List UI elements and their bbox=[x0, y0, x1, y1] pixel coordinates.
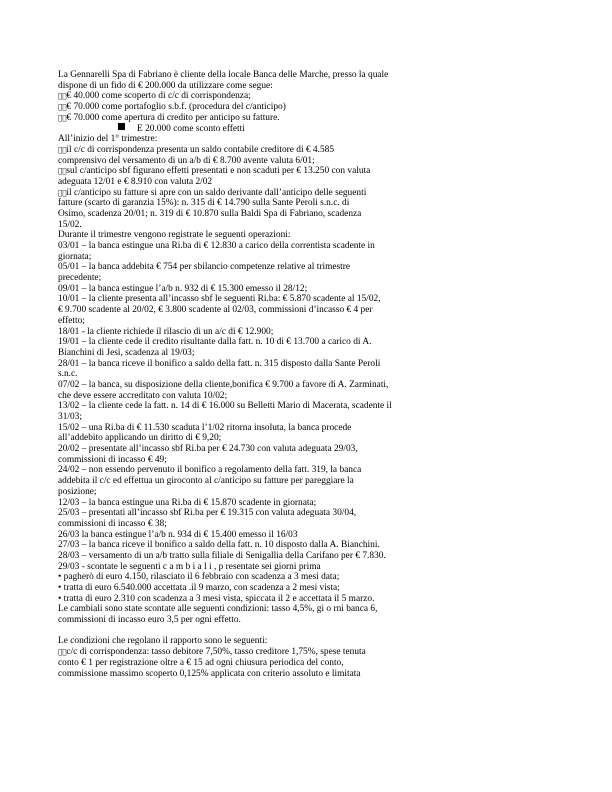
text-line: dispone di un fido di € 200.000 da utilizzare come segue: bbox=[58, 80, 273, 91]
list-item: € 40.000 come scoperto di c/c di corrispondenza; bbox=[58, 91, 243, 102]
list-item: il c/c di corrispondenza presenta un saldo contabile creditore di € 4.585 bbox=[58, 144, 326, 155]
text-line: commissioni di incasso € 38; bbox=[58, 518, 167, 529]
text-line: che deve essere accreditato con valuta 10/02; bbox=[58, 390, 228, 401]
text-line: effetto; bbox=[58, 315, 85, 326]
text-line: Osimo, scadenza 20/01; n. 319 di € 10.870 sulla Baldi Spa di Fabriano, scadenza bbox=[58, 208, 362, 219]
text-line: 15/02. bbox=[58, 219, 82, 230]
text-line: Le condizioni che regolano il rapporto sono le seguenti: bbox=[58, 636, 268, 647]
text-line: 25/03 – presentati all’incasso sbf Ri.ba per € 19.315 con valuta adeguata 30/04, bbox=[58, 508, 357, 519]
text-line: All’inizio del 1° trimestre: bbox=[58, 134, 158, 145]
text-line: 26/03 la banca estingue l’a/b n. 934 di € 15.400 emesso il 16/03 bbox=[58, 529, 298, 540]
text-line: adeguata 12/01 e € 8.910 con valuta 2/02 bbox=[58, 176, 213, 187]
text-line: 05/01 – la banca addebita € 754 per sbilancio competenze relative al trimestre bbox=[58, 262, 351, 273]
text-line: • tratta di euro 2.310 con scadenza a 3 mesi vista, spiccata il 2 e accettata il 5 marzo. bbox=[58, 593, 375, 604]
square-bullet-icon bbox=[118, 123, 125, 130]
text-line: addebita il c/c ed effettua un giroconto al c/anticipo su fatture per pareggiare la bbox=[58, 476, 354, 487]
text-line: all’addebito applicando un diritto di € 9,20; bbox=[58, 433, 222, 444]
list-item: € 70.000 come portafoglio s.b.f. (procedura del c/anticipo) bbox=[58, 102, 278, 113]
text-line: conto € 1 per registrazione oltre a € 15 ad ogni chiusura periodica del conto, bbox=[58, 657, 344, 668]
text-line: commissioni di incasso € 49; bbox=[58, 454, 167, 465]
list-item: il c/anticipo su fatture si apre con un saldo derivante dall’anticipo delle seguenti bbox=[58, 187, 358, 198]
text-line: 27/03 – la banca riceve il bonifico a saldo della fatt. n. 10 disposto dalla A. Bianchini. bbox=[58, 540, 380, 551]
text-line: 03/01 – la banca estingue una Ri.ba di € 12.830 a carico della correntista scadente in bbox=[58, 241, 375, 251]
text-line: • pagherò di euro 4.150, rilasciato il 6 febbraio con scadenza a 3 mesi data; bbox=[58, 572, 340, 583]
list-item: sul c/anticipo sbf figurano effetti presentati e non scaduti per € 13.250 con valuta bbox=[58, 166, 362, 177]
text-line: 13/02 – la cliente cede la fatt. n. 14 di € 16.000 su Belletti Mario di Macerata, scadente il bbox=[58, 401, 392, 412]
blank-line bbox=[58, 626, 558, 637]
text-line: s.n.c. bbox=[58, 369, 78, 380]
text-line: 28/01 – la banca riceve il bonifico a saldo della fatt. n. 315 disposto dalla Sante Peroli bbox=[58, 358, 381, 369]
text-line: La Gennarelli Spa di Fabriano è cliente della locale Banca delle Marche, presso la quale bbox=[58, 70, 389, 80]
text-line: 18/01 - la cliente richiede il rilascio di un a/c di € 12.900; bbox=[58, 326, 274, 337]
list-item: c/c di corrispondenza: tasso debitore 7,50%, tasso creditore 1,75%, spese tenuta bbox=[58, 647, 358, 658]
text-line: 20/02 – presentate all’incasso sbf Ri.ba per € 24.730 con valuta adeguata 29/03, bbox=[58, 444, 358, 455]
text-line: 24/02 – non essendo pervenuto il bonifico a regolamento della fatt. 319, la banca bbox=[58, 465, 362, 476]
text-line: 29/03 - scontate le seguenti c a m b i a l i , p resentate sei giorni prima bbox=[58, 561, 321, 572]
text-line: 15/02 – una Ri.ba di € 11.530 scaduta l’1/02 ritorna insoluta, la banca procede bbox=[58, 422, 352, 433]
text-line: • tratta di euro 6.540.000 accettata .il 9 marzo, con scadenza a 2 mesi vista; bbox=[58, 583, 340, 593]
text-line: commissione massimo scoperto 0,125% applicata con criterio assoluto e limitata bbox=[58, 668, 361, 679]
text-line: Le cambiali sono state scontate alle seguenti condizioni: tasso 4,5%, gi o rni banca 6, bbox=[58, 604, 378, 615]
list-item: € 70.000 come apertura di credito per anticipo su fatture. bbox=[58, 112, 272, 123]
text-line: Durante il trimestre vengono registrate le seguenti operazioni: bbox=[58, 230, 291, 241]
text-line: Bianchini di Jesi, scadenza al 19/03; bbox=[58, 347, 195, 358]
text-line: giornata; bbox=[58, 251, 92, 262]
text-line: 28/03 – versamento di un a/b tratto sulla filiale di Senigallia della Carifano per € 7.830. bbox=[58, 550, 386, 561]
text-line: fatture (scarto di garanzia 15%): n. 315 di € 14.790 sulla Sante Peroli s.n.c. di bbox=[58, 198, 350, 209]
text-line: 31/03; bbox=[58, 412, 82, 422]
text-line: 10/01 – la cliente presenta all’incasso sbf le seguenti Ri.ba: € 5.870 scadente al 15/02, bbox=[58, 294, 381, 305]
text-line: 19/01 – la cliente cede il credito risultante dalla fatt. n. 10 di € 13.700 a carico di A. bbox=[58, 337, 372, 348]
document-body bbox=[58, 70, 558, 679]
text-line: 09/01 – la banca estingue l’a/b n. 932 di € 15.300 emesso il 28/12; bbox=[58, 283, 308, 294]
text-line: 07/02 – la banca, su disposizione della cliente,bonifica € 9.700 a favore di A. Zarminati, bbox=[58, 379, 389, 390]
text-line: precedente; bbox=[58, 273, 102, 284]
text-line: commissioni di incasso euro 3,5 per ogni effetto. bbox=[58, 615, 241, 626]
list-item: E 20.000 come sconto effetti bbox=[58, 123, 558, 134]
text-line: € 9.700 scadente al 20/02, € 3.800 scadente al 02/03, commissioni d’incasso € 4 per bbox=[58, 305, 373, 316]
text-line: 12/03 – la banca estingue una Ri.ba di € 15.870 scadente in giornata; bbox=[58, 497, 317, 508]
text-line: posizione; bbox=[58, 486, 97, 497]
text-line: comprensivo del versamento di un a/b di € 8.700 avente valuta 6/01; bbox=[58, 155, 315, 166]
